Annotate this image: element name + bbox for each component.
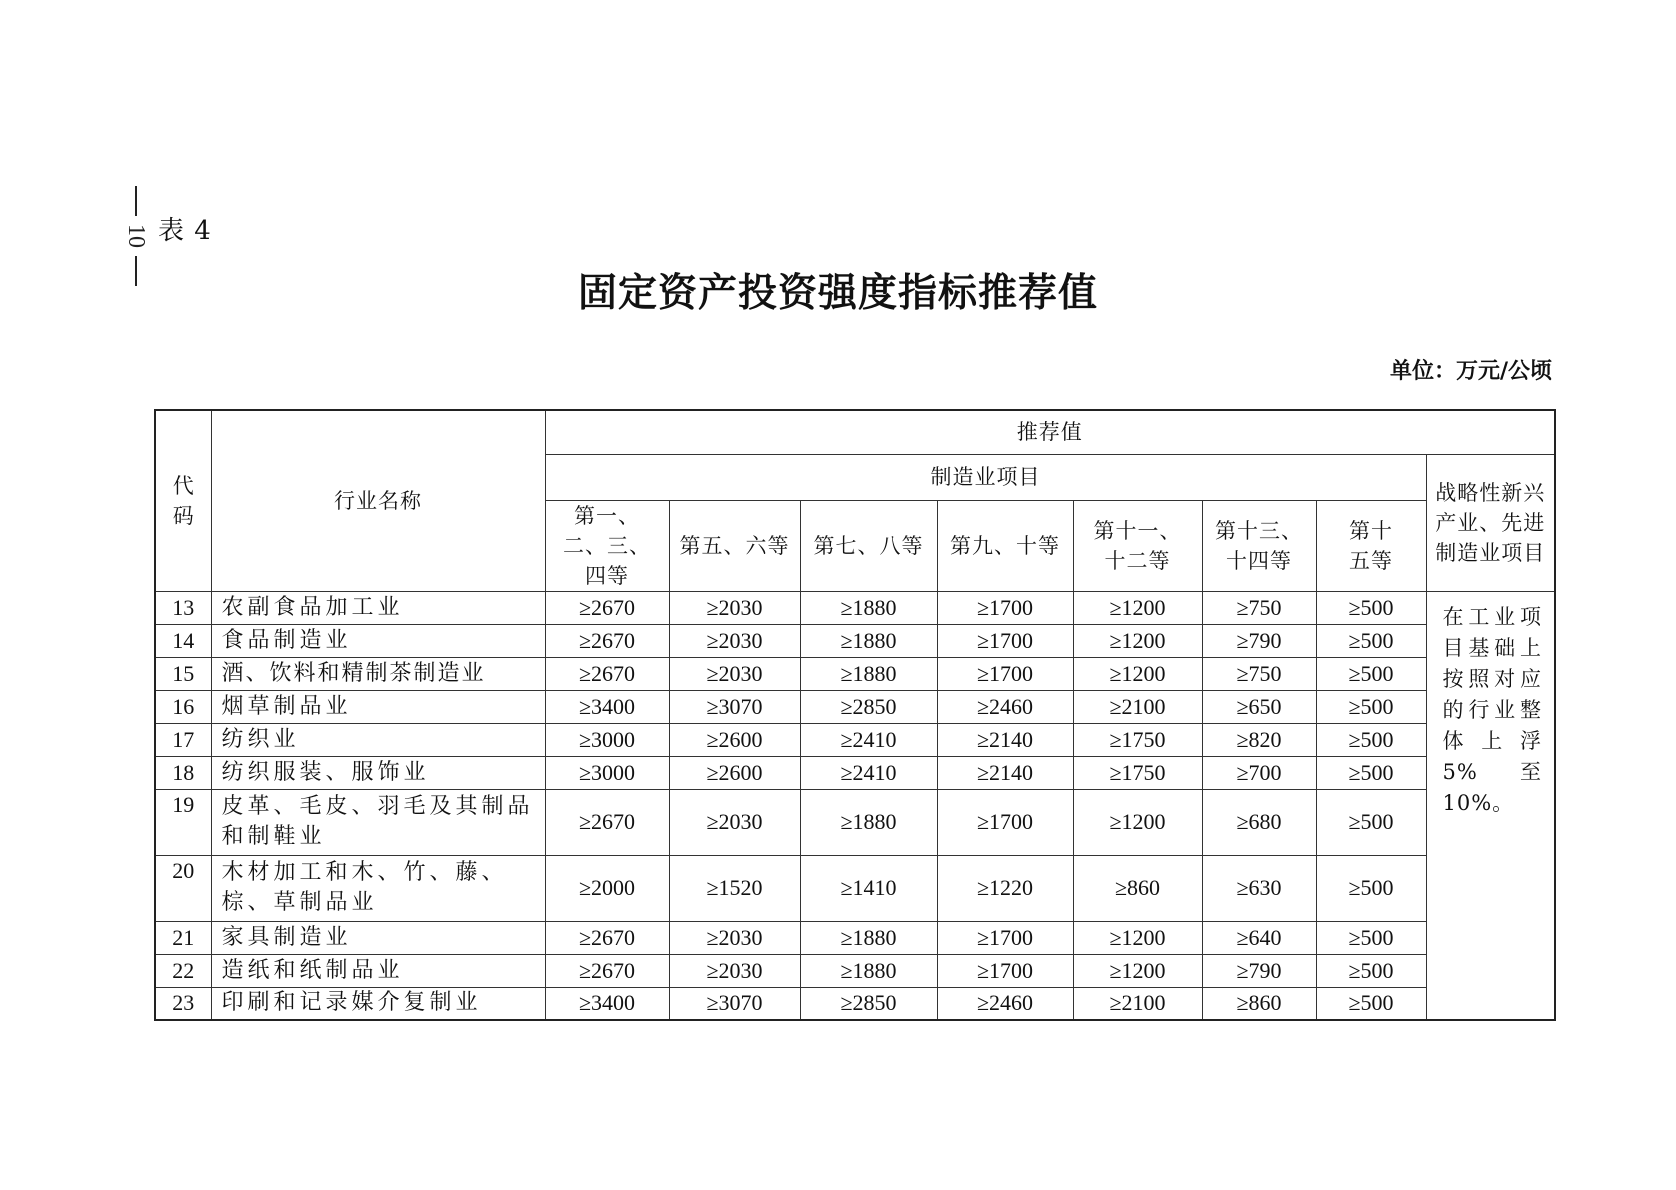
row-industry-name: 食品制造业 bbox=[211, 624, 545, 657]
row-value: ≥2670 bbox=[545, 789, 669, 855]
table-row bbox=[155, 591, 1555, 624]
row-industry-name: 酒、饮料和精制茶制造业 bbox=[211, 657, 545, 690]
row-value: ≥680 bbox=[1202, 789, 1316, 855]
row-value: ≥500 bbox=[1316, 723, 1426, 756]
row-value: ≥2670 bbox=[545, 657, 669, 690]
row-value: ≥1200 bbox=[1073, 921, 1202, 954]
row-value: ≥790 bbox=[1202, 624, 1316, 657]
row-industry-name: 印刷和记录媒介复制业 bbox=[211, 987, 545, 1020]
page-number-text: 10 bbox=[123, 224, 149, 248]
row-value: ≥1700 bbox=[937, 657, 1073, 690]
row-value: ≥1200 bbox=[1073, 657, 1202, 690]
row-value: ≥2140 bbox=[937, 723, 1073, 756]
row-industry-name: 农副食品加工业 bbox=[211, 591, 545, 624]
row-value: ≥2670 bbox=[545, 921, 669, 954]
row-value: ≥500 bbox=[1316, 987, 1426, 1020]
row-code: 19 bbox=[155, 789, 211, 855]
row-value: ≥500 bbox=[1316, 624, 1426, 657]
row-value: ≥2000 bbox=[545, 855, 669, 921]
row-value: ≥820 bbox=[1202, 723, 1316, 756]
table-row bbox=[155, 690, 1555, 723]
row-value: ≥640 bbox=[1202, 921, 1316, 954]
row-value: ≥500 bbox=[1316, 789, 1426, 855]
row-value: ≥3070 bbox=[669, 690, 800, 723]
row-value: ≥700 bbox=[1202, 756, 1316, 789]
row-value: ≥1880 bbox=[800, 624, 937, 657]
row-value: ≥750 bbox=[1202, 657, 1316, 690]
row-value: ≥630 bbox=[1202, 855, 1316, 921]
strategic-note: 在工业项目基础上按照对应的行业整体上浮 5%至 10%。 bbox=[1426, 591, 1555, 1020]
row-value: ≥2670 bbox=[545, 624, 669, 657]
table-row bbox=[155, 657, 1555, 690]
row-value: ≥2600 bbox=[669, 756, 800, 789]
row-value: ≥1220 bbox=[937, 855, 1073, 921]
row-value: ≥1200 bbox=[1073, 591, 1202, 624]
header-recommended-value: 推荐值 bbox=[545, 410, 1555, 454]
row-value: ≥2100 bbox=[1073, 690, 1202, 723]
header-strategic-projects: 战略性新兴产业、先进制造业项目 bbox=[1426, 454, 1555, 591]
row-industry-name: 纺织业 bbox=[211, 723, 545, 756]
row-value: ≥1880 bbox=[800, 591, 937, 624]
row-value: ≥3000 bbox=[545, 756, 669, 789]
row-value: ≥2030 bbox=[669, 624, 800, 657]
table-row bbox=[155, 789, 1555, 855]
row-value: ≥1750 bbox=[1073, 723, 1202, 756]
row-code: 17 bbox=[155, 723, 211, 756]
header-code: 代码 bbox=[155, 410, 211, 591]
row-value: ≥2460 bbox=[937, 987, 1073, 1020]
row-value: ≥790 bbox=[1202, 954, 1316, 987]
row-value: ≥500 bbox=[1316, 855, 1426, 921]
row-industry-name: 木材加工和木、竹、藤、棕、草制品业 bbox=[211, 855, 545, 921]
row-value: ≥1880 bbox=[800, 921, 937, 954]
row-value: ≥650 bbox=[1202, 690, 1316, 723]
row-value: ≥860 bbox=[1073, 855, 1202, 921]
row-code: 23 bbox=[155, 987, 211, 1020]
header-grade-9-10: 第九、十等 bbox=[937, 500, 1073, 591]
row-code: 13 bbox=[155, 591, 211, 624]
row-value: ≥3400 bbox=[545, 690, 669, 723]
unit-note: 单位：万元/公顷 bbox=[1389, 359, 1552, 384]
table-row bbox=[155, 723, 1555, 756]
row-value: ≥2410 bbox=[800, 723, 937, 756]
row-industry-name: 纺织服装、服饰业 bbox=[211, 756, 545, 789]
header-manufacturing-projects: 制造业项目 bbox=[545, 454, 1426, 500]
page-number-dash-top bbox=[135, 186, 137, 216]
document-title: 固定资产投资强度指标推荐值 bbox=[577, 271, 1098, 316]
row-value: ≥500 bbox=[1316, 690, 1426, 723]
header-grade-1-4: 第一、二、三、四等 bbox=[545, 500, 669, 591]
row-code: 20 bbox=[155, 855, 211, 921]
row-value: ≥2140 bbox=[937, 756, 1073, 789]
row-value: ≥500 bbox=[1316, 921, 1426, 954]
row-value: ≥3400 bbox=[545, 987, 669, 1020]
row-industry-name: 家具制造业 bbox=[211, 921, 545, 954]
table-row bbox=[155, 855, 1555, 921]
row-value: ≥2030 bbox=[669, 591, 800, 624]
row-value: ≥3070 bbox=[669, 987, 800, 1020]
table-row bbox=[155, 987, 1555, 1020]
investment-intensity-table bbox=[154, 409, 1556, 1021]
row-industry-name: 烟草制品业 bbox=[211, 690, 545, 723]
table-label: 表 4 bbox=[158, 216, 212, 246]
row-code: 22 bbox=[155, 954, 211, 987]
header-grade-7-8: 第七、八等 bbox=[800, 500, 937, 591]
row-value: ≥1700 bbox=[937, 789, 1073, 855]
row-value: ≥2100 bbox=[1073, 987, 1202, 1020]
row-value: ≥2850 bbox=[800, 987, 937, 1020]
table-row bbox=[155, 954, 1555, 987]
row-value: ≥1700 bbox=[937, 624, 1073, 657]
row-value: ≥1700 bbox=[937, 921, 1073, 954]
row-value: ≥2030 bbox=[669, 657, 800, 690]
header-grade-15: 第十五等 bbox=[1316, 500, 1426, 591]
row-value: ≥1750 bbox=[1073, 756, 1202, 789]
table-header bbox=[155, 410, 1555, 591]
row-value: ≥2030 bbox=[669, 789, 800, 855]
row-industry-name: 造纸和纸制品业 bbox=[211, 954, 545, 987]
row-value: ≥500 bbox=[1316, 591, 1426, 624]
row-value: ≥2670 bbox=[545, 954, 669, 987]
row-value: ≥1520 bbox=[669, 855, 800, 921]
row-value: ≥500 bbox=[1316, 756, 1426, 789]
row-industry-name: 皮革、毛皮、羽毛及其制品和制鞋业 bbox=[211, 789, 545, 855]
row-code: 18 bbox=[155, 756, 211, 789]
row-value: ≥1200 bbox=[1073, 954, 1202, 987]
row-value: ≥2850 bbox=[800, 690, 937, 723]
row-value: ≥2460 bbox=[937, 690, 1073, 723]
row-value: ≥3000 bbox=[545, 723, 669, 756]
row-value: ≥1200 bbox=[1073, 789, 1202, 855]
row-code: 14 bbox=[155, 624, 211, 657]
table-row bbox=[155, 756, 1555, 789]
row-value: ≥1880 bbox=[800, 954, 937, 987]
row-code: 16 bbox=[155, 690, 211, 723]
header-industry-name: 行业名称 bbox=[211, 410, 545, 591]
row-value: ≥1410 bbox=[800, 855, 937, 921]
row-value: ≥500 bbox=[1316, 954, 1426, 987]
row-value: ≥2030 bbox=[669, 921, 800, 954]
row-value: ≥2030 bbox=[669, 954, 800, 987]
header-grade-5-6: 第五、六等 bbox=[669, 500, 800, 591]
row-value: ≥860 bbox=[1202, 987, 1316, 1020]
row-value: ≥500 bbox=[1316, 657, 1426, 690]
header-grade-13-14: 第十三、十四等 bbox=[1202, 500, 1316, 591]
row-value: ≥1700 bbox=[937, 591, 1073, 624]
row-value: ≥2670 bbox=[545, 591, 669, 624]
table-row bbox=[155, 921, 1555, 954]
row-value: ≥1880 bbox=[800, 657, 937, 690]
row-value: ≥2600 bbox=[669, 723, 800, 756]
row-value: ≥1200 bbox=[1073, 624, 1202, 657]
row-value: ≥2410 bbox=[800, 756, 937, 789]
table-row bbox=[155, 624, 1555, 657]
header-grade-11-12: 第十一、十二等 bbox=[1073, 500, 1202, 591]
row-value: ≥1880 bbox=[800, 789, 937, 855]
row-value: ≥1700 bbox=[937, 954, 1073, 987]
row-code: 15 bbox=[155, 657, 211, 690]
row-code: 21 bbox=[155, 921, 211, 954]
table-body bbox=[155, 591, 1555, 1020]
row-value: ≥750 bbox=[1202, 591, 1316, 624]
